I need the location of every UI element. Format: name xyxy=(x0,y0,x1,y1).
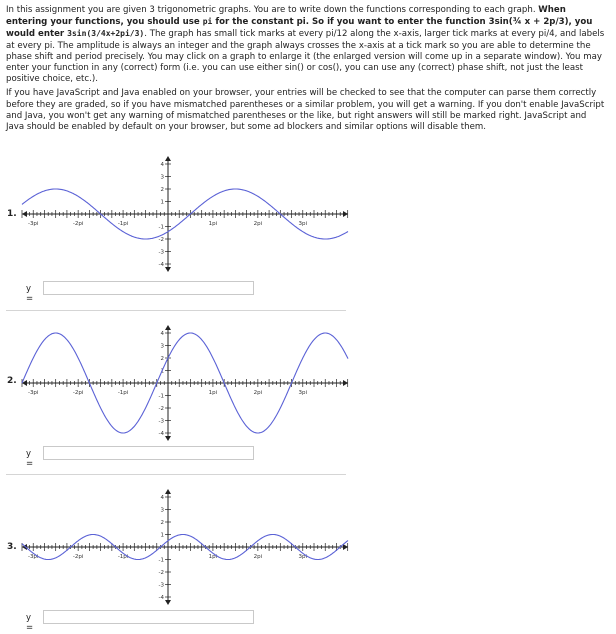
x-tick-label: 1pi xyxy=(208,554,218,560)
y-tick-label: -3 xyxy=(158,582,164,589)
y-tick-label: 2 xyxy=(160,520,164,526)
graph-2[interactable] xyxy=(20,318,350,443)
y-axis-arrow-down xyxy=(165,267,171,272)
x-tick-label: -1pi xyxy=(117,221,129,227)
graph-3[interactable] xyxy=(20,486,350,606)
y-tick-label: -1 xyxy=(158,224,164,231)
y-tick-label: 2 xyxy=(160,356,164,362)
x-tick-label: 2pi xyxy=(253,554,263,560)
divider xyxy=(6,474,346,475)
y-equals-label: y = xyxy=(26,284,34,304)
x-axis-arrow-left xyxy=(22,211,27,217)
y-equals-label: y = xyxy=(26,613,34,633)
problem-number: 1. xyxy=(7,209,17,219)
y-tick-label: -4 xyxy=(158,431,164,437)
intro-text-2: . The graph has small tick marks at every pi/12 along the x-axis, larger tick marks at every pi/4, and labels at every pi. The amplitude is always an integer and the graph always crosses the x-axis at a tick mark so you are able to determine the phase shift and period precisely. You may click on a graph to enlarge it (the enlarged version will come up in a separate window). You may enter your function in any (correct) form (i.e. you can use either sin() or cos(), you can use any (correct) phase shift, not just the least positive choice, etc.). xyxy=(6,29,605,85)
x-tick-label: 3pi xyxy=(298,390,308,396)
problem-3 xyxy=(0,486,616,631)
y-tick-label: 1 xyxy=(160,368,164,375)
x-tick-label: -1pi xyxy=(117,390,129,396)
x-tick-label: 1pi xyxy=(208,221,218,227)
y-tick-label: -4 xyxy=(158,595,164,601)
problem-1 xyxy=(0,152,616,312)
y-axis-arrow-down xyxy=(165,600,171,605)
problem-number: 2. xyxy=(7,376,17,386)
intro-code-example: 3sin(3/4x+2pi/3) xyxy=(67,29,145,39)
y-tick-label: -3 xyxy=(158,249,164,256)
y-axis-arrow-up xyxy=(165,489,171,494)
y-tick-label: -3 xyxy=(158,418,164,425)
intro-bold: When entering your functions, you should use xyxy=(6,5,566,28)
x-tick-label: -2pi xyxy=(72,554,84,560)
graph-1[interactable] xyxy=(20,152,350,272)
y-axis-arrow-down xyxy=(165,436,171,441)
x-tick-label: -3pi xyxy=(27,554,39,560)
y-tick-label: 1 xyxy=(160,199,164,206)
x-tick-label: -3pi xyxy=(27,390,39,396)
answer-input-1[interactable] xyxy=(43,281,254,295)
x-tick-label: 3pi xyxy=(298,221,308,227)
problem-number: 3. xyxy=(7,542,17,552)
y-tick-label: -2 xyxy=(158,237,164,243)
y-axis-arrow-up xyxy=(165,156,171,161)
x-axis-arrow-right xyxy=(343,380,348,386)
x-tick-label: 3pi xyxy=(298,554,308,560)
y-tick-label: -1 xyxy=(158,393,164,400)
x-tick-label: 2pi xyxy=(253,390,263,396)
intro-text: In this assignment you are given 3 trigonometric graphs. You are to write down the functions corresponding to each graph. xyxy=(6,5,539,15)
y-tick-label: 1 xyxy=(160,532,164,539)
x-tick-label: 1pi xyxy=(208,390,218,396)
y-tick-label: -4 xyxy=(158,262,164,268)
y-tick-label: 4 xyxy=(160,162,164,168)
x-axis-arrow-right xyxy=(343,211,348,217)
y-tick-label: 2 xyxy=(160,187,164,193)
y-tick-label: -1 xyxy=(158,557,164,564)
instructions xyxy=(6,5,606,136)
x-tick-label: -2pi xyxy=(72,390,84,396)
x-tick-label: 2pi xyxy=(253,221,263,227)
y-tick-label: -2 xyxy=(158,406,164,412)
x-tick-label: -1pi xyxy=(117,554,129,560)
answer-input-2[interactable] xyxy=(43,446,254,460)
y-axis-arrow-up xyxy=(165,325,171,330)
x-axis-arrow-right xyxy=(343,544,348,550)
divider xyxy=(6,310,346,311)
instructions-paragraph-1 xyxy=(6,5,606,85)
y-tick-label: 3 xyxy=(160,343,164,350)
instructions-paragraph-2: If you have JavaScript and Java enabled on your browser, your entries will be checked to see that the computer can parse them correctly before they are graded, so if you have mismatched parentheses or a similar problem, you will get a warning. If you don't enable JavaScript and Java, you won't get any warning of mismatched parentheses or the like, but right answers will still be marked right. JavaScript and Java should be enabled by default on your browser, but some ad blockers and similar options will disable them. xyxy=(6,88,605,133)
y-tick-label: 4 xyxy=(160,495,164,501)
y-equals-label: y = xyxy=(26,449,34,469)
x-tick-label: -2pi xyxy=(72,221,84,227)
y-tick-label: 3 xyxy=(160,507,164,514)
problem-2 xyxy=(0,318,616,468)
y-tick-label: -2 xyxy=(158,570,164,576)
x-tick-label: -3pi xyxy=(27,221,39,227)
answer-input-3[interactable] xyxy=(43,610,254,624)
y-tick-label: 4 xyxy=(160,331,164,337)
intro-code-pi: pi xyxy=(202,17,213,27)
y-tick-label: 3 xyxy=(160,174,164,181)
intro-bold-2: for the constant pi. So if you want to enter the function 3sin(¾ x + 2p/3), you would enter xyxy=(6,17,593,40)
